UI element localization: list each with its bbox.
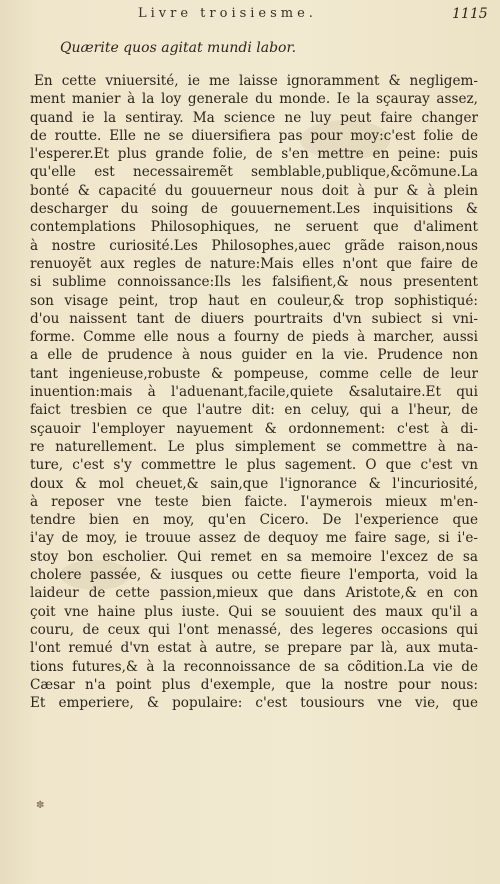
running-title: Livre troisiesme.	[138, 6, 317, 21]
text-line: à nostre curiosité.Les Philosophes,auec grãde raison,nous	[30, 237, 478, 254]
text-line: Et emperiere, & populaire: c'est tousiours vne vie, que	[30, 695, 478, 712]
text-line: cholere passée, & iusques ou cette fieure l'emporta, void la	[30, 567, 478, 584]
text-line: En cette vniuersité, ie me laisse ignoramment & negligem-	[34, 73, 478, 89]
page-number: 1115	[452, 6, 488, 22]
text-line: stoy bon escholier. Qui remet en sa memoire l'excez de sa	[30, 548, 478, 565]
text-line: descharger du soing de gouuernement.Les inquisitions &	[30, 201, 478, 218]
text-line: tions futures,& à la reconnoissance de sa cõdition.La vie de	[30, 658, 478, 675]
text-line: ture, c'est s'y commettre le plus sagement. O que c'est vn	[30, 457, 478, 474]
text-line: l'ont remué d'vn estat à autre, se prepare par là, aux muta-	[30, 640, 478, 657]
text-line: sçauoir l'employer nayuement & ordonnement: c'est à di-	[30, 420, 478, 437]
text-line: çoit vne haine plus iuste. Qui se souuient des maux qu'il a	[30, 603, 478, 620]
text-line: son visage peint, trop haut en couleur,& trop sophistiqué:	[30, 292, 478, 309]
text-line: doux & mol cheuet,& sain,que l'ignorance & l'incuriosité,	[30, 475, 478, 492]
text-line: de routte. Elle ne se diuersifiera pas pour moy:c'est folie de	[30, 127, 478, 144]
text-line: d'ou naissent tant de diuers pourtraits d'vn subiect si vni-	[30, 310, 478, 327]
text-line: qu'elle est necessairemẽt semblable,publique,&cõmune.La	[30, 164, 478, 181]
text-line: bonté & capacité du gouuerneur nous doit à pur & à plein	[30, 182, 478, 199]
text-line: forme. Comme elle nous a fourny de pieds à marcher, aussi	[30, 329, 478, 346]
text-line: couru, de ceux qui l'ont menassé, des legeres occasions qui	[30, 621, 478, 638]
text-line: inuention:mais à l'aduenant,facile,quiete &salutaire.Et qui	[30, 384, 478, 401]
text-line: faict tresbien ce que l'autre dit: en celuy, qui a l'heur, de	[30, 402, 478, 419]
text-line: laideur de cette passion,mieux que dans Aristote,& en con	[30, 585, 478, 602]
text-line: re naturellement. Le plus simplement se commettre à na-	[30, 438, 478, 455]
text-line: Cæsar n'a point plus d'exemple, que la nostre pour nous:	[30, 676, 478, 693]
text-line: quand ie la sentiray. Ma science ne luy peut faire changer	[30, 109, 478, 126]
text-line: si sublime connoissance:Ils les falsifient,& nous presentent	[30, 274, 478, 291]
text-line: tendre bien en moy, qu'en Cicero. De l'experience que	[30, 512, 478, 529]
text-line: ment manier à la loy generale du monde. Ie la sçauray assez,	[30, 91, 478, 108]
text-line: contemplations Philosophiques, ne seruent que d'aliment	[30, 219, 478, 236]
text-line: l'esperer.Et plus grande folie, de s'en mettre en peine: puis	[30, 146, 478, 163]
text-line: à reposer vne teste bien faicte. I'aymerois mieux m'en-	[30, 493, 478, 510]
body-text	[30, 72, 478, 712]
printer-ornament: ✽	[36, 800, 45, 811]
text-line: i'ay de moy, ie trouue assez de dequoy me faire sage, si i'e-	[30, 530, 478, 547]
epigraph: Quærite quos agitat mundi labor.	[60, 40, 297, 56]
text-line: renuoyẽt aux regles de nature:Mais elles n'ont que faire de	[30, 255, 478, 272]
text-line: a elle de prudence à nous guider en la vie. Prudence non	[30, 347, 478, 364]
text-line: tant ingenieuse,robuste & pompeuse, comme celle de leur	[30, 365, 478, 382]
